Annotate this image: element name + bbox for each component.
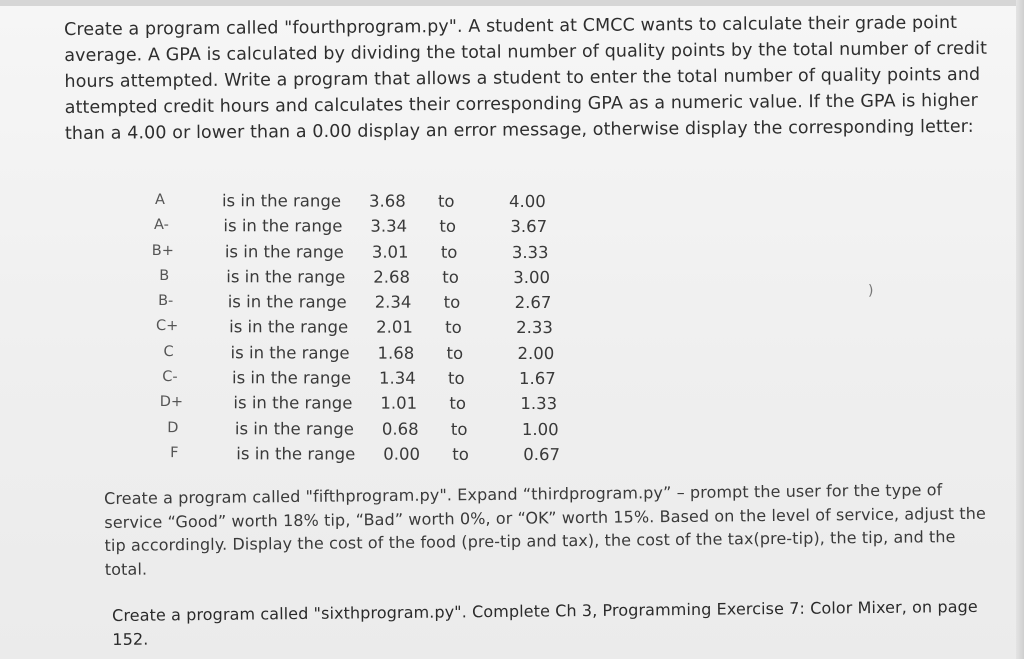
range-low-value: 0.00 xyxy=(383,444,421,464)
range-low-value: 1.01 xyxy=(380,394,418,414)
grade-row xyxy=(144,264,551,289)
grade-letter: D+ xyxy=(159,394,184,411)
range-to-label: to xyxy=(447,368,465,388)
range-low-value: 0.68 xyxy=(381,419,419,439)
grade-range-table xyxy=(139,188,561,466)
grade-letter: C+ xyxy=(155,318,179,335)
range-to-label: to xyxy=(446,343,464,363)
grade-row xyxy=(153,416,559,441)
grade-letter: B- xyxy=(158,293,174,310)
range-label: is in the range xyxy=(230,343,350,363)
range-low-value: 3.01 xyxy=(371,242,409,262)
page-top-edge xyxy=(0,0,1024,6)
range-high-value: 2.33 xyxy=(516,318,553,338)
range-to-label: to xyxy=(443,292,461,313)
range-high-value: 3.00 xyxy=(513,267,551,287)
range-low-value: 2.34 xyxy=(374,292,412,312)
range-label: is in the range xyxy=(227,292,347,312)
grade-row xyxy=(151,390,558,415)
range-low-value: 1.68 xyxy=(377,343,415,363)
range-high-value: 3.33 xyxy=(511,242,549,262)
range-to-label: to xyxy=(452,444,469,464)
range-high-value: 1.33 xyxy=(520,394,558,414)
range-low-value: 3.34 xyxy=(370,216,408,236)
range-to-label: to xyxy=(437,191,455,211)
range-low-value: 2.68 xyxy=(373,267,411,287)
grade-row xyxy=(141,213,548,238)
range-label: is in the range xyxy=(236,444,356,464)
range-high-value: 0.67 xyxy=(523,444,561,465)
assignment-fourthprogram: Create a program called "fourthprogram.py". A student at CMCC wants to calculate their grade point average. A GPA is calculated by dividing the total number of quality points by the total number of credit hours attempted. Write a program that allows a student to enter the total number of quality points and attempted credit hours and calculates their corresponding GPA as a numeric value. If the GPA is higher than a 4.00 or lower than a 0.00 display an error message, otherwise display the corresponding letter: xyxy=(64,12,988,144)
range-label: is in the range xyxy=(229,317,349,338)
range-low-value: 2.01 xyxy=(376,318,413,338)
range-high-value: 1.67 xyxy=(518,369,556,389)
stray-mark: ) xyxy=(868,283,874,299)
range-to-label: to xyxy=(450,419,468,439)
grade-letter: B+ xyxy=(151,242,174,259)
range-label: is in the range xyxy=(231,368,352,388)
page-right-edge xyxy=(1016,0,1024,659)
range-label: is in the range xyxy=(221,191,342,211)
range-high-value: 4.00 xyxy=(508,191,546,212)
range-to-label: to xyxy=(445,318,462,338)
range-label: is in the range xyxy=(234,418,354,439)
range-label: is in the range xyxy=(224,241,344,262)
range-to-label: to xyxy=(439,217,457,237)
range-low-value: 1.34 xyxy=(378,368,416,388)
range-high-value: 3.67 xyxy=(510,217,548,237)
grade-letter: C- xyxy=(162,369,178,386)
grade-letter: B xyxy=(159,267,170,284)
grade-row xyxy=(140,188,546,213)
range-high-value: 2.67 xyxy=(514,293,552,313)
grade-letter: F xyxy=(170,445,179,462)
range-low-value: 3.68 xyxy=(368,191,406,211)
grade-letter: A xyxy=(154,192,165,209)
range-label: is in the range xyxy=(226,267,346,287)
assignment-fifthprogram: Create a program called "fifthprogram.py". Expand “thirdprogram.py” – prompt the user for the type of service “Good” worth 18% tip, “Bad” worth 0%, or “OK” worth 15%. Based on the level of service, adjust the tip accordingly. Display the cost of the food (pre-tip and tax), the cost of the tax(pre-tip), the tip, and the total. xyxy=(104,480,986,579)
range-to-label: to xyxy=(440,242,458,262)
grade-row xyxy=(146,289,552,314)
grade-row xyxy=(147,315,553,340)
grade-letter: D xyxy=(167,419,179,436)
range-high-value: 2.00 xyxy=(517,343,555,363)
grade-row xyxy=(143,239,549,264)
range-to-label: to xyxy=(442,267,459,287)
grade-row xyxy=(149,340,555,365)
range-label: is in the range xyxy=(223,216,343,236)
range-label: is in the range xyxy=(233,393,353,413)
grade-letter: A- xyxy=(153,217,169,234)
grade-letter: C xyxy=(163,343,174,360)
grade-row xyxy=(150,365,556,390)
range-to-label: to xyxy=(449,394,467,414)
range-high-value: 1.00 xyxy=(521,419,559,439)
assignment-sixthprogram: Create a program called "sixthprogram.py". Complete Ch 3, Programming Exercise 7: Color Mixer, on page 152. xyxy=(112,596,978,649)
